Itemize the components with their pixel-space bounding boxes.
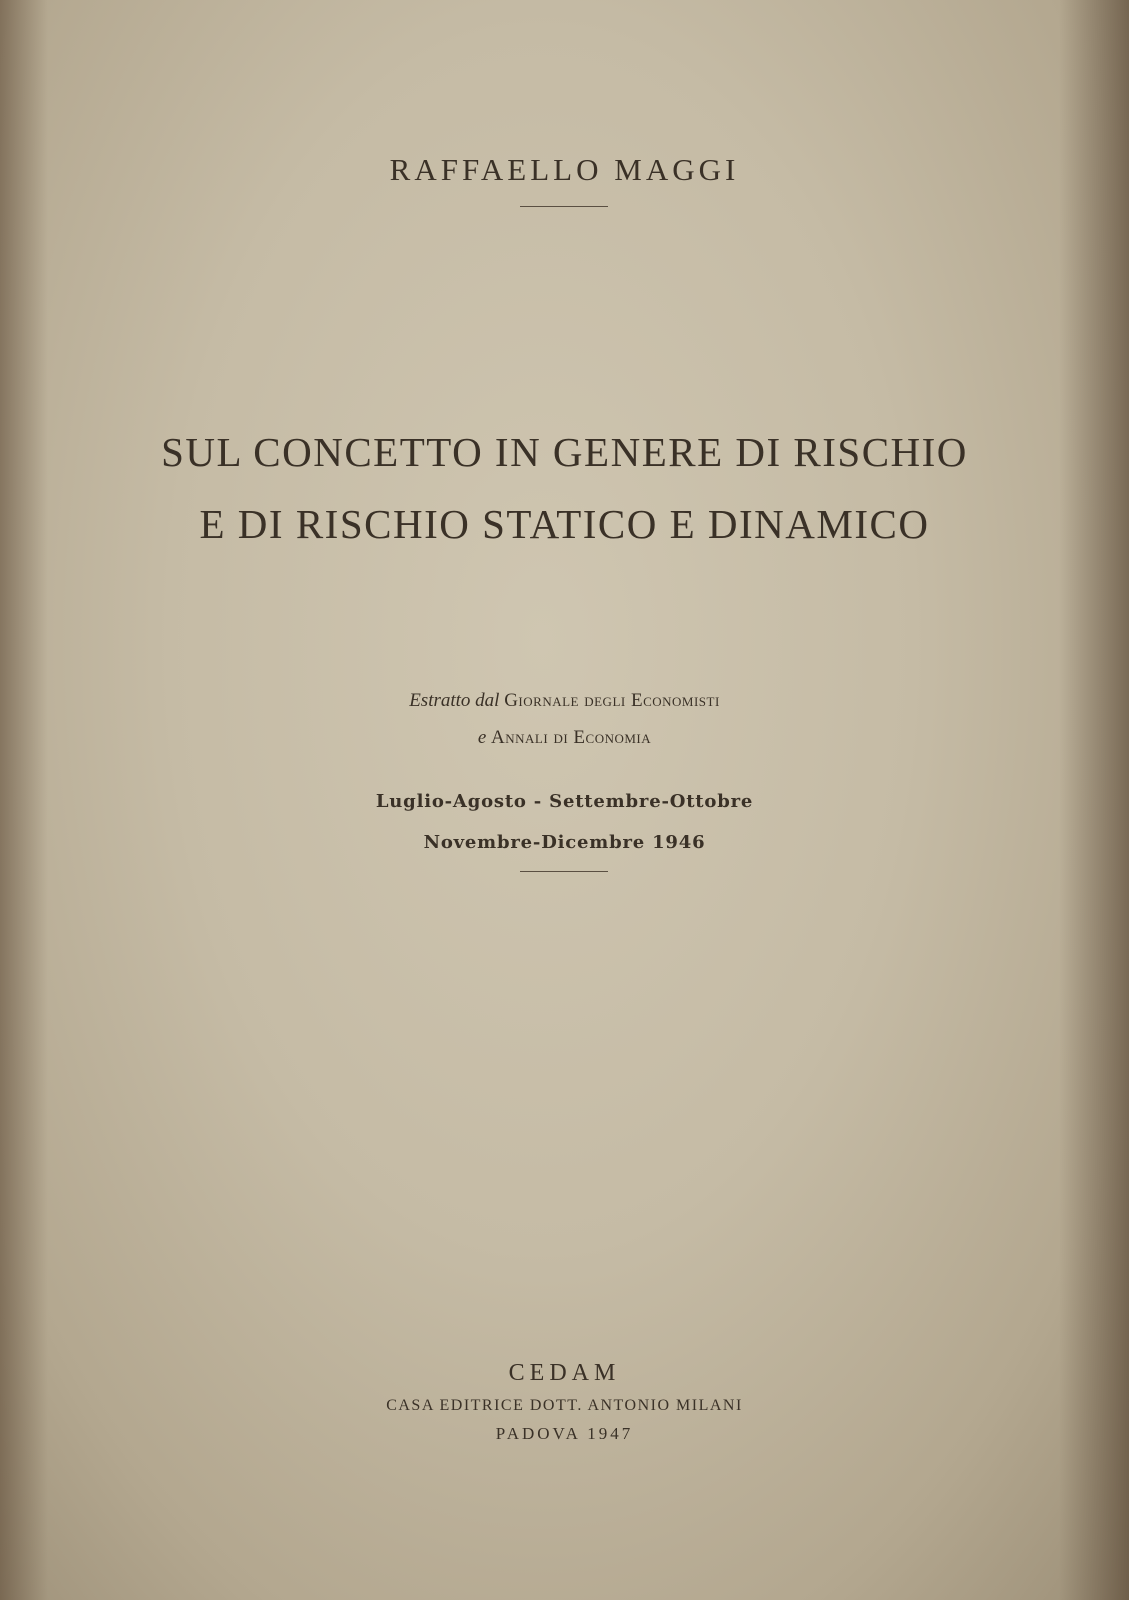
divider-bottom (520, 871, 608, 872)
publisher-name: CEDAM (508, 1360, 621, 1386)
issue-months-line-1: Luglio-Agosto - Settembre-Ottobre (375, 791, 754, 812)
author-name: RAFFAELLO MAGGI (389, 152, 740, 187)
extract-prefix: Estratto dal (409, 690, 500, 711)
issue-months-line-2: Novembre-Dicembre 1946 (423, 832, 706, 853)
extract-connector: e (477, 727, 487, 748)
journal-name: Giornale degli Economisti (504, 690, 720, 711)
extract-line-1 (0, 690, 1129, 712)
title-line-2: E DI RISCHIO STATICO E DINAMICO (199, 501, 930, 547)
publisher-house: CASA EDITRICE DOTT. ANTONIO MILANI (386, 1397, 743, 1414)
extract-line-2 (0, 727, 1129, 749)
divider-top (520, 206, 608, 207)
place-and-year: PADOVA 1947 (495, 1424, 634, 1443)
annals-name: Annali di Economia (491, 727, 652, 748)
title-line-1: SUL CONCETTO IN GENERE DI RISCHIO (161, 429, 968, 475)
